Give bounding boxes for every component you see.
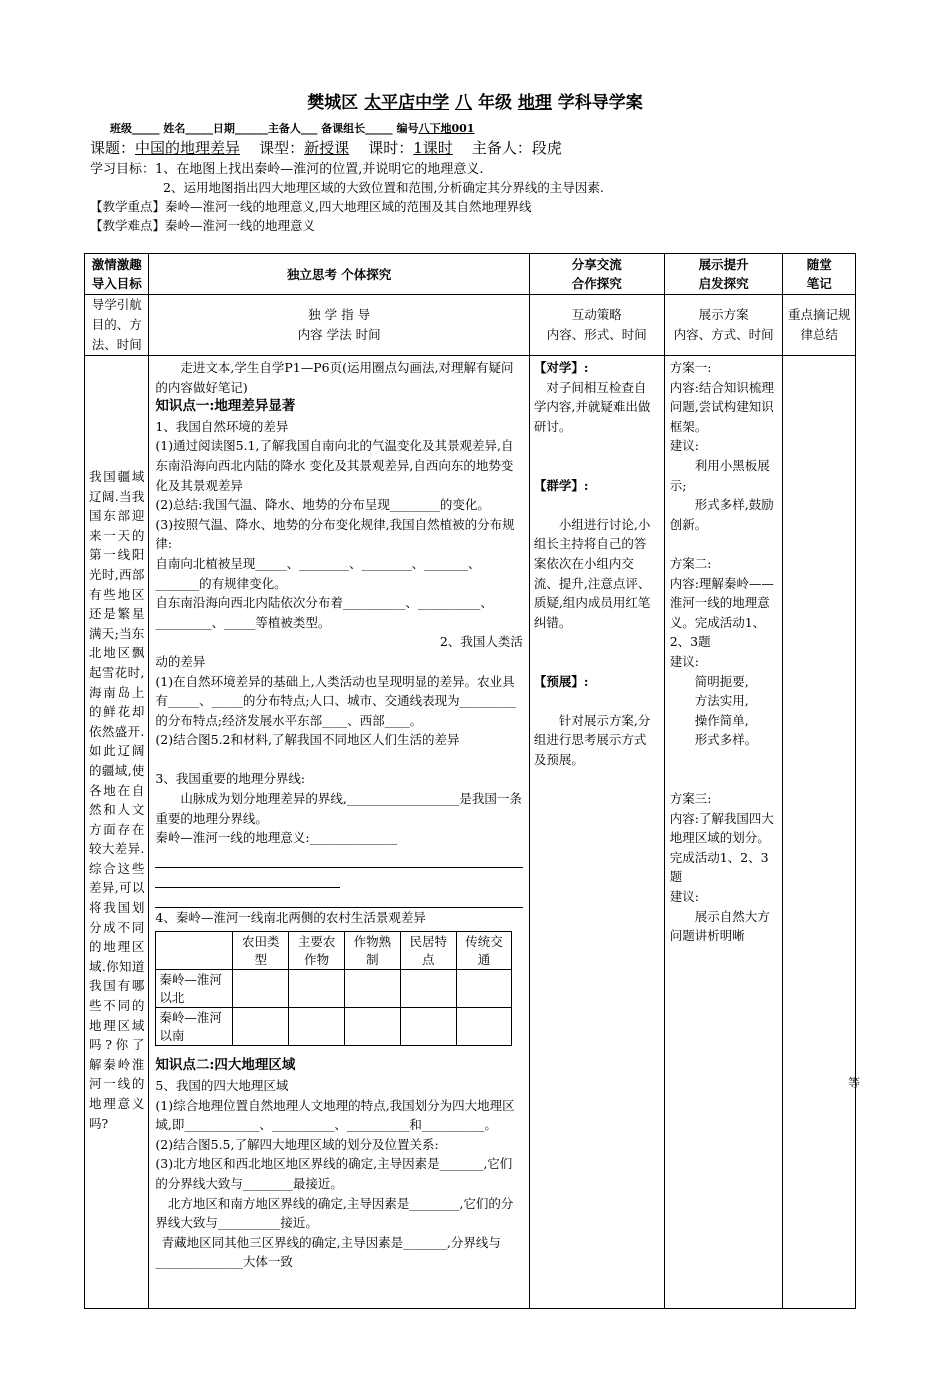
header-col1: 激情激趣导入目标 [85,254,149,295]
sub-col4: 展示方案 内容、方式、时间 [664,295,783,356]
hours-value: 1课时 [413,139,453,157]
presentation-cell: 方案一: 内容:结合知识梳理问题,尝试构建知识框架。 建议: 利用小黑板展示; 形式多样,鼓励创新。 方案二: 内容:理解秦岭——淮河一线的地理意义。完成活动1、2、3题 建议: 简明扼要, 方法实用, 操作简单, 形式多样。 方案三: 内容:了解我国四大地理区域的划分。完成活动1、2、3题 建议: 展示自然大方问题讲析明晰 [664,356,783,1309]
village-comparison-table: 农田类型 主要农作物 作物熟制 民居特点 传统交通 秦岭—淮河以北 秦岭—淮河以南 [155,931,512,1046]
difficulty: 【教学难点】秦岭—淮河一线的地理意义 [90,218,316,233]
sub-col3: 互动策略 内容、形式、时间 [529,295,664,356]
notes-cell[interactable] [783,356,856,1309]
author: 主备人：段虎 [471,139,562,157]
school-name: 太平店中学 [364,93,450,113]
meta-line: 班级_____ 姓名_____日期______主备人___ 备课组长_____ 编号八下地001 [110,122,475,135]
goal-2: 2、运用地图指出四大地理区域的大致位置和范围,分析确定其分界线的主导因素. [163,180,604,195]
header-col2: 独立思考 个体探究 [149,254,529,295]
subject: 地理 [517,93,552,113]
self-study-cell: 走进文本,学生自学P1—P6页(运用圈点勾画法,对理解有疑问的内容做好笔记) 知识点一:地理差异显著 1、我国自然环境的差异 (1)通过阅读图5.1,了解我国自南向北的气温变化及其景观差异,自东南沿海向西北内陆的降水 变化及其景观差异,自西向东的地势变化及其景观差异 (2)总结:我国气温、降水、地势的分布呈现________的变化。 (3)按照气温、降水、地势的分布变化规律,我国自然植被的分布规律: 自南向北植被呈现_____、________、________、_______、_______的有规律变化。 自东南沿海向西北内陆依次分布着__________、__________、_________、_____等植被类型。 2、我国人类活 动的差异 (1)在自然环境差异的基础上,人类活动也呈现明显的差异。农业具有_____、_____的分布特点;人口、城市、交通线表现为_________的分布特点;经济发展水平东部____、西部____。 (2)结合图5.2和材料,了解我国不同地区人们生活的差异 3、我国重要的地理分界线: 山脉成为划分地理差异的界线,__________________是我国一条重要的地理分界线。 秦岭—淮河一线的地理意义:______________ 4、秦岭—淮河一线南北两侧的农村生活景观差异 农田类型 主要农作物 作物熟制 民居特点 传统交通 秦岭—淮河以北 秦岭—淮河以南 知识点二:四大地理区域 5、我国的四大地理区域 (1)综合地理位置自然地理人文地理的特点,我国划分为四大地理区域,即____________、__________、__________和__________。 (2)结合图5.5,了解四大地理区域的划分及位置关系: (3)北方地区和西北地区地区界线的确定,主导因素是_______,它们的分界线大致与________最接近。 北方地区和南方地区界线的确定,主导因素是________,它们的分界线大致与__________接近。 青藏地区同其他三区界线的确定,主导因素是_______,分界线与______________大体一致 [149,356,529,1309]
topic-value: 中国的地理差异 [135,139,241,157]
sub-col1: 导学引航目的、方法、时间 [85,295,149,356]
header-col3: 分享交流合作探究 [529,254,664,295]
guide-table [84,253,856,1309]
header-col5: 随堂笔记 [783,254,856,295]
goal-1: 学习目标：1、在地图上找出秦岭—淮河的位置,并说明它的地理意义. [90,162,484,177]
key-point: 【教学重点】秦岭—淮河一线的地理意义,四大地理区域的范围及其自然地理界线 [90,199,532,214]
cooperation-cell: 【对学】: 对子间相互检查自学内容,并就疑难出做研讨。 【群学】: 小组进行讨论,小组长主持将自己的答案依次在小组内交流、提升,注意点评、质疑,组内成员用红笔纠错。 【预展】: 针对展示方案,分组进行思考展示方式及预展。 [529,356,664,1309]
content-row [85,356,856,1309]
grade: 八 [455,93,473,113]
sub-col2: 独 学 指 导 内容 学法 时间 [149,295,529,356]
subheader-row [85,295,856,356]
type-value: 新授课 [304,139,350,157]
document-title: 樊城区 太平店中学 八 年级 地理 学科导学案 [307,93,643,113]
topic-line: 课题：中国的地理差异 课型：新授课 课时：1课时 主备人：段虎 [90,139,562,157]
sub-col5: 重点摘记规律总结 [783,295,856,356]
header-row [85,254,856,295]
doc-code: 八下地001 [418,122,475,135]
margin-char: 等 [848,1076,861,1090]
knowledge-point-2: 知识点二:四大地理区域 [155,1057,296,1074]
header-col4: 展示提升启发探究 [664,254,783,295]
intro-cell: 我国疆域辽阔.当我国东部迎来一天的第一线阳光时,西部有些地区还是繁星满天;当东北地区飘起雪花时,海南岛上的鲜花却依然盛开.如此辽阔的疆域,使各地在自然和人文方面存在较大差异.综合这些差异,可以将我国划分成不同的地理区域.你知道我国有哪些不同的地理区域吗?你了解秦岭淮河一线的地理意义吗? [85,356,149,1309]
knowledge-point-1: 知识点一:地理差异显著 [155,398,296,415]
